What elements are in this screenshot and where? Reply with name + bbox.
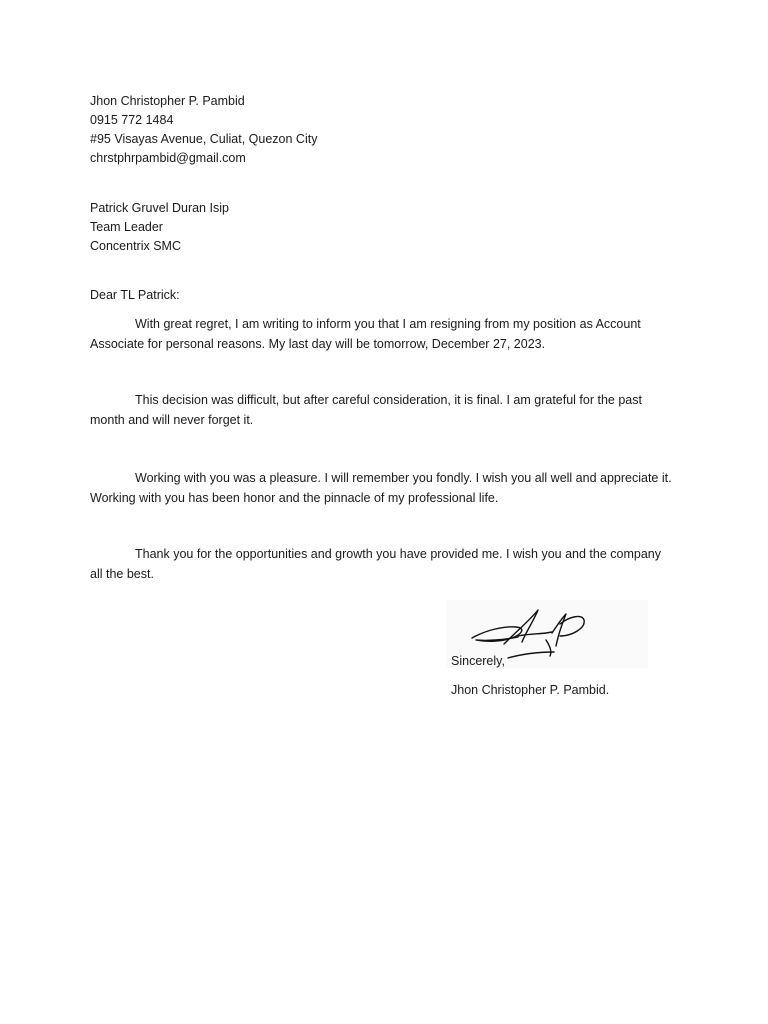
recipient-title: Team Leader xyxy=(90,220,163,234)
sender-phone: 0915 772 1484 xyxy=(90,113,174,127)
recipient-name: Patrick Gruvel Duran Isip xyxy=(90,201,229,215)
signature-strokes xyxy=(472,610,584,658)
valediction: Sincerely, xyxy=(451,654,505,668)
sender-email: chrstphrpambid@gmail.com xyxy=(90,151,246,165)
body-paragraph: This decision was difficult, but after careful consideration, it is final. I am grateful for the past month and will never forget it. xyxy=(90,393,642,427)
recipient-company: Concentrix SMC xyxy=(90,239,181,253)
body-paragraph: Working with you was a pleasure. I will remember you fondly. I wish you all well and appreciate it. Working with you has been honor and the pinnacle of my professional life. xyxy=(90,471,672,505)
body-paragraph: With great regret, I am writing to inform you that I am resigning from my position as Account Associate for personal reasons. My last day will be tomorrow, December 27, 2023. xyxy=(90,317,641,351)
signed-name: Jhon Christopher P. Pambid. xyxy=(451,683,610,697)
salutation: Dear TL Patrick: xyxy=(90,288,180,302)
sender-name: Jhon Christopher P. Pambid xyxy=(90,94,245,108)
body-paragraph: Thank you for the opportunities and growth you have provided me. I wish you and the company all the best. xyxy=(90,547,662,581)
sender-address: #95 Visayas Avenue, Culiat, Quezon City xyxy=(90,132,318,146)
